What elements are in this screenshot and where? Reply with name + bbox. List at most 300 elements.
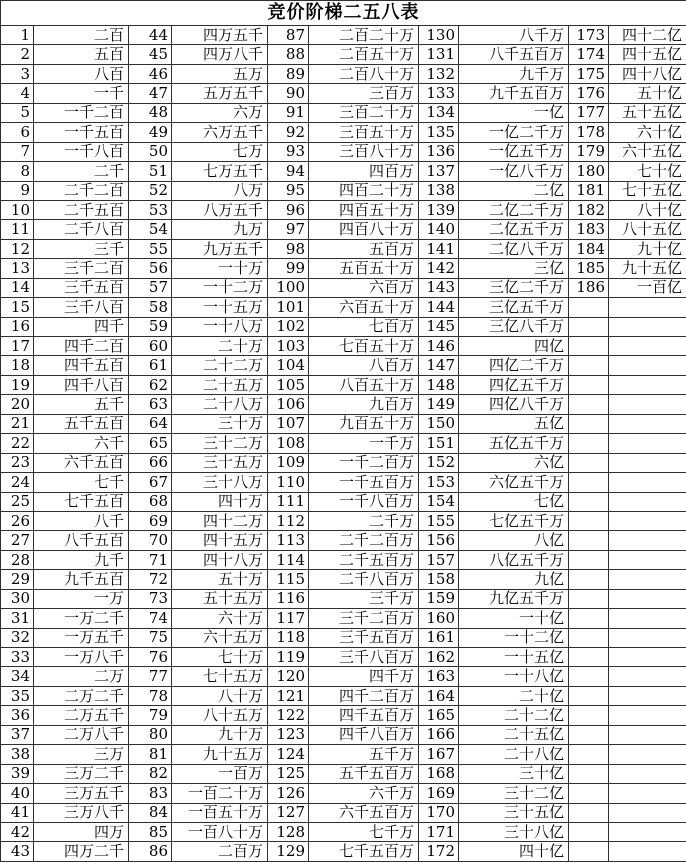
price-value-cell: 二千 [34, 162, 129, 181]
price-value-cell: 三千八百 [34, 298, 129, 317]
row-number-cell: 81 [129, 745, 172, 764]
row-number-cell: 47 [129, 84, 172, 103]
empty-value-cell [609, 609, 686, 628]
empty-number-cell [569, 356, 609, 375]
table-row [1, 142, 686, 161]
row-number-cell: 91 [268, 103, 309, 122]
row-number-cell: 68 [129, 492, 172, 511]
empty-value-cell [609, 337, 686, 356]
row-number-cell: 20 [1, 395, 34, 414]
table-row [1, 220, 686, 239]
row-number-cell: 29 [1, 570, 34, 589]
row-number-cell: 37 [1, 725, 34, 744]
price-value-cell: 五千 [34, 395, 129, 414]
row-number-cell: 160 [419, 609, 459, 628]
table-row [1, 434, 686, 453]
price-value-cell: 三亿 [459, 259, 569, 278]
row-number-cell: 151 [419, 434, 459, 453]
row-number-cell: 36 [1, 706, 34, 725]
empty-number-cell [569, 492, 609, 511]
table-row [1, 725, 686, 744]
row-number-cell: 11 [1, 220, 34, 239]
row-number-cell: 168 [419, 764, 459, 783]
row-number-cell: 23 [1, 453, 34, 472]
empty-value-cell [609, 414, 686, 433]
table-row [1, 45, 686, 64]
empty-value-cell [609, 317, 686, 336]
row-number-cell: 108 [268, 434, 309, 453]
price-value-cell: 八亿 [459, 531, 569, 550]
row-number-cell: 59 [129, 317, 172, 336]
row-number-cell: 89 [268, 64, 309, 83]
empty-value-cell [609, 842, 686, 862]
price-value-cell: 三十亿 [459, 764, 569, 783]
row-number-cell: 16 [1, 317, 34, 336]
row-number-cell: 4 [1, 84, 34, 103]
row-number-cell: 129 [268, 842, 309, 862]
price-value-cell: 八亿五千万 [459, 550, 569, 569]
row-number-cell: 183 [569, 220, 609, 239]
price-value-cell: 三亿八千万 [459, 317, 569, 336]
table-row [1, 84, 686, 103]
row-number-cell: 103 [268, 337, 309, 356]
price-value-cell: 三十五万 [172, 453, 268, 472]
row-number-cell: 70 [129, 531, 172, 550]
row-number-cell: 166 [419, 725, 459, 744]
row-number-cell: 3 [1, 64, 34, 83]
table-row [1, 511, 686, 530]
table-row [1, 356, 686, 375]
row-number-cell: 17 [1, 337, 34, 356]
row-number-cell: 180 [569, 162, 609, 181]
price-value-cell: 二十八万 [172, 395, 268, 414]
row-number-cell: 184 [569, 239, 609, 258]
row-number-cell: 26 [1, 511, 34, 530]
row-number-cell: 41 [1, 803, 34, 822]
price-value-cell: 一千五百万 [309, 473, 419, 492]
price-value-cell: 五亿 [459, 414, 569, 433]
row-number-cell: 6 [1, 123, 34, 142]
price-value-cell: 四百八十万 [309, 220, 419, 239]
price-value-cell: 九万五千 [172, 239, 268, 258]
row-number-cell: 32 [1, 628, 34, 647]
price-value-cell: 八千万 [459, 26, 569, 45]
row-number-cell: 62 [129, 375, 172, 394]
price-value-cell: 二万 [34, 667, 129, 686]
empty-value-cell [609, 473, 686, 492]
row-number-cell: 54 [129, 220, 172, 239]
row-number-cell: 171 [419, 822, 459, 841]
row-number-cell: 157 [419, 550, 459, 569]
row-number-cell: 156 [419, 531, 459, 550]
table-row [1, 531, 686, 550]
price-value-cell: 四千二百万 [309, 686, 419, 705]
row-number-cell: 177 [569, 103, 609, 122]
empty-number-cell [569, 706, 609, 725]
row-number-cell: 111 [268, 492, 309, 511]
price-value-cell: 六亿五千万 [459, 473, 569, 492]
price-value-cell: 二十五亿 [459, 725, 569, 744]
row-number-cell: 73 [129, 589, 172, 608]
row-number-cell: 143 [419, 278, 459, 297]
row-number-cell: 102 [268, 317, 309, 336]
price-value-cell: 九千万 [459, 64, 569, 83]
title-row [1, 1, 686, 26]
row-number-cell: 127 [268, 803, 309, 822]
row-number-cell: 42 [1, 822, 34, 841]
price-value-cell: 四千 [34, 317, 129, 336]
row-number-cell: 106 [268, 395, 309, 414]
row-number-cell: 165 [419, 706, 459, 725]
price-value-cell: 二千八百 [34, 220, 129, 239]
price-value-cell: 一千 [34, 84, 129, 103]
price-value-cell: 七千 [34, 473, 129, 492]
empty-value-cell [609, 822, 686, 841]
price-value-cell: 九亿 [459, 570, 569, 589]
price-value-cell: 四百五十万 [309, 200, 419, 219]
row-number-cell: 84 [129, 803, 172, 822]
price-value-cell: 二十万 [172, 337, 268, 356]
table-body [1, 1, 686, 862]
price-value-cell: 四十亿 [459, 842, 569, 862]
row-number-cell: 71 [129, 550, 172, 569]
price-value-cell: 一十万 [172, 259, 268, 278]
row-number-cell: 141 [419, 239, 459, 258]
row-number-cell: 88 [268, 45, 309, 64]
empty-value-cell [609, 706, 686, 725]
price-value-cell: 五十五万 [172, 589, 268, 608]
row-number-cell: 25 [1, 492, 34, 511]
price-value-cell: 二十八亿 [459, 745, 569, 764]
row-number-cell: 64 [129, 414, 172, 433]
price-value-cell: 三万八千 [34, 803, 129, 822]
table-row [1, 239, 686, 258]
price-value-cell: 八千五百 [34, 531, 129, 550]
row-number-cell: 87 [268, 26, 309, 45]
row-number-cell: 66 [129, 453, 172, 472]
price-value-cell: 一万八千 [34, 648, 129, 667]
row-number-cell: 170 [419, 803, 459, 822]
row-number-cell: 101 [268, 298, 309, 317]
price-value-cell: 一亿二千万 [459, 123, 569, 142]
price-value-cell: 六十万 [172, 609, 268, 628]
table-row [1, 64, 686, 83]
price-value-cell: 一百亿 [609, 278, 686, 297]
table-row [1, 259, 686, 278]
empty-number-cell [569, 395, 609, 414]
price-value-cell: 五万五千 [172, 84, 268, 103]
price-value-cell: 四十万 [172, 492, 268, 511]
price-value-cell: 二万二千 [34, 686, 129, 705]
price-value-cell: 二十亿 [459, 686, 569, 705]
price-value-cell: 五十亿 [609, 84, 686, 103]
empty-number-cell [569, 803, 609, 822]
row-number-cell: 123 [268, 725, 309, 744]
price-value-cell: 三十八万 [172, 473, 268, 492]
price-value-cell: 一万二千 [34, 609, 129, 628]
empty-number-cell [569, 609, 609, 628]
row-number-cell: 92 [268, 123, 309, 142]
price-value-cell: 二千二百万 [309, 531, 419, 550]
price-value-cell: 一十二亿 [459, 628, 569, 647]
price-value-cell: 二亿二千万 [459, 200, 569, 219]
price-value-cell: 六百万 [309, 278, 419, 297]
row-number-cell: 100 [268, 278, 309, 297]
row-number-cell: 27 [1, 531, 34, 550]
price-value-cell: 三亿五千万 [459, 298, 569, 317]
price-value-cell: 四千八百万 [309, 725, 419, 744]
price-value-cell: 九万 [172, 220, 268, 239]
price-value-cell: 二十二亿 [459, 706, 569, 725]
row-number-cell: 65 [129, 434, 172, 453]
price-value-cell: 二百万 [172, 842, 268, 862]
price-value-cell: 一千八百万 [309, 492, 419, 511]
row-number-cell: 134 [419, 103, 459, 122]
price-value-cell: 七百五十万 [309, 337, 419, 356]
price-value-cell: 三万二千 [34, 764, 129, 783]
row-number-cell: 150 [419, 414, 459, 433]
row-number-cell: 121 [268, 686, 309, 705]
row-number-cell: 48 [129, 103, 172, 122]
row-number-cell: 19 [1, 375, 34, 394]
price-value-cell: 三十万 [172, 414, 268, 433]
empty-value-cell [609, 570, 686, 589]
row-number-cell: 13 [1, 259, 34, 278]
price-value-cell: 一十五万 [172, 298, 268, 317]
row-number-cell: 12 [1, 239, 34, 258]
price-value-cell: 九百五十万 [309, 414, 419, 433]
empty-value-cell [609, 725, 686, 744]
row-number-cell: 2 [1, 45, 34, 64]
price-value-cell: 五百 [34, 45, 129, 64]
table-row [1, 686, 686, 705]
row-number-cell: 97 [268, 220, 309, 239]
row-number-cell: 86 [129, 842, 172, 862]
row-number-cell: 105 [268, 375, 309, 394]
table-row [1, 181, 686, 200]
table-row [1, 803, 686, 822]
price-value-cell: 一万五千 [34, 628, 129, 647]
price-value-cell: 三十五亿 [459, 803, 569, 822]
row-number-cell: 169 [419, 784, 459, 803]
price-value-cell: 四千万 [309, 667, 419, 686]
price-value-cell: 三百万 [309, 84, 419, 103]
row-number-cell: 61 [129, 356, 172, 375]
price-value-cell: 四十五亿 [609, 45, 686, 64]
row-number-cell: 146 [419, 337, 459, 356]
table-row [1, 162, 686, 181]
price-value-cell: 三十二亿 [459, 784, 569, 803]
empty-value-cell [609, 434, 686, 453]
empty-number-cell [569, 686, 609, 705]
row-number-cell: 99 [268, 259, 309, 278]
price-value-cell: 三百八十万 [309, 142, 419, 161]
empty-number-cell [569, 589, 609, 608]
row-number-cell: 18 [1, 356, 34, 375]
row-number-cell: 145 [419, 317, 459, 336]
table-row [1, 822, 686, 841]
row-number-cell: 132 [419, 64, 459, 83]
table-row [1, 278, 686, 297]
price-value-cell: 八百五十万 [309, 375, 419, 394]
price-value-cell: 六亿 [459, 453, 569, 472]
row-number-cell: 178 [569, 123, 609, 142]
row-number-cell: 137 [419, 162, 459, 181]
row-number-cell: 163 [419, 667, 459, 686]
row-number-cell: 104 [268, 356, 309, 375]
row-number-cell: 77 [129, 667, 172, 686]
row-number-cell: 79 [129, 706, 172, 725]
row-number-cell: 185 [569, 259, 609, 278]
price-value-cell: 三千万 [309, 589, 419, 608]
price-value-cell: 四亿五千万 [459, 375, 569, 394]
table-row [1, 667, 686, 686]
price-value-cell: 八万五千 [172, 200, 268, 219]
price-value-cell: 五千五百万 [309, 764, 419, 783]
row-number-cell: 93 [268, 142, 309, 161]
price-value-cell: 四千二百 [34, 337, 129, 356]
empty-value-cell [609, 531, 686, 550]
empty-value-cell [609, 803, 686, 822]
price-value-cell: 四亿二千万 [459, 356, 569, 375]
price-value-cell: 二万八千 [34, 725, 129, 744]
price-value-cell: 五亿五千万 [459, 434, 569, 453]
table-row [1, 706, 686, 725]
price-value-cell: 二百二十万 [309, 26, 419, 45]
price-value-cell: 一千二百 [34, 103, 129, 122]
price-value-cell: 一千万 [309, 434, 419, 453]
table-row [1, 26, 686, 45]
empty-number-cell [569, 667, 609, 686]
empty-number-cell [569, 414, 609, 433]
price-value-cell: 三千八百万 [309, 648, 419, 667]
price-value-cell: 四十八亿 [609, 64, 686, 83]
row-number-cell: 179 [569, 142, 609, 161]
price-value-cell: 三千五百万 [309, 628, 419, 647]
row-number-cell: 122 [268, 706, 309, 725]
price-value-cell: 六万 [172, 103, 268, 122]
price-value-cell: 七十亿 [609, 162, 686, 181]
table-row [1, 395, 686, 414]
row-number-cell: 5 [1, 103, 34, 122]
table-row [1, 492, 686, 511]
empty-number-cell [569, 725, 609, 744]
price-value-cell: 四十二万 [172, 511, 268, 530]
price-value-cell: 四亿 [459, 337, 569, 356]
price-value-cell: 三万 [34, 745, 129, 764]
empty-value-cell [609, 667, 686, 686]
price-value-cell: 二亿 [459, 181, 569, 200]
price-value-cell: 二十二万 [172, 356, 268, 375]
price-value-cell: 一千八百 [34, 142, 129, 161]
row-number-cell: 173 [569, 26, 609, 45]
row-number-cell: 126 [268, 784, 309, 803]
price-value-cell: 四亿八千万 [459, 395, 569, 414]
price-value-cell: 四百二十万 [309, 181, 419, 200]
row-number-cell: 112 [268, 511, 309, 530]
price-value-cell: 五百万 [309, 239, 419, 258]
empty-value-cell [609, 628, 686, 647]
empty-value-cell [609, 686, 686, 705]
price-value-cell: 二亿五千万 [459, 220, 569, 239]
row-number-cell: 172 [419, 842, 459, 862]
table-row [1, 317, 686, 336]
price-value-cell: 六千 [34, 434, 129, 453]
price-value-cell: 七十万 [172, 648, 268, 667]
row-number-cell: 21 [1, 414, 34, 433]
table-row [1, 473, 686, 492]
price-value-cell: 七千万 [309, 822, 419, 841]
price-value-cell: 八万 [172, 181, 268, 200]
empty-value-cell [609, 298, 686, 317]
empty-number-cell [569, 511, 609, 530]
table-row [1, 609, 686, 628]
price-value-cell: 三百五十万 [309, 123, 419, 142]
row-number-cell: 186 [569, 278, 609, 297]
row-number-cell: 124 [268, 745, 309, 764]
row-number-cell: 109 [268, 453, 309, 472]
table-row [1, 764, 686, 783]
price-value-cell: 八百 [34, 64, 129, 83]
price-value-cell: 三千二百 [34, 259, 129, 278]
row-number-cell: 152 [419, 453, 459, 472]
price-value-cell: 一百万 [172, 764, 268, 783]
row-number-cell: 80 [129, 725, 172, 744]
price-value-cell: 一十八万 [172, 317, 268, 336]
table-row [1, 200, 686, 219]
price-value-cell: 六十五万 [172, 628, 268, 647]
row-number-cell: 174 [569, 45, 609, 64]
row-number-cell: 133 [419, 84, 459, 103]
empty-number-cell [569, 550, 609, 569]
empty-number-cell [569, 531, 609, 550]
price-value-cell: 四千八百 [34, 375, 129, 394]
price-value-cell: 三千五百 [34, 278, 129, 297]
price-value-cell: 九十亿 [609, 239, 686, 258]
price-value-cell: 五万 [172, 64, 268, 83]
row-number-cell: 130 [419, 26, 459, 45]
empty-value-cell [609, 395, 686, 414]
row-number-cell: 83 [129, 784, 172, 803]
price-value-cell: 七亿 [459, 492, 569, 511]
price-value-cell: 二百八十万 [309, 64, 419, 83]
price-value-cell: 三百二十万 [309, 103, 419, 122]
price-value-cell: 二千二百 [34, 181, 129, 200]
row-number-cell: 161 [419, 628, 459, 647]
price-value-cell: 七十五亿 [609, 181, 686, 200]
row-number-cell: 34 [1, 667, 34, 686]
price-value-cell: 九亿五千万 [459, 589, 569, 608]
empty-number-cell [569, 375, 609, 394]
row-number-cell: 76 [129, 648, 172, 667]
price-value-cell: 二千五百 [34, 200, 129, 219]
price-value-cell: 九千五百万 [459, 84, 569, 103]
price-value-cell: 九千五百 [34, 570, 129, 589]
row-number-cell: 144 [419, 298, 459, 317]
price-value-cell: 九十五亿 [609, 259, 686, 278]
price-value-cell: 一亿五千万 [459, 142, 569, 161]
row-number-cell: 31 [1, 609, 34, 628]
table-row [1, 570, 686, 589]
price-value-cell: 一万 [34, 589, 129, 608]
price-value-cell: 一十二万 [172, 278, 268, 297]
row-number-cell: 148 [419, 375, 459, 394]
price-value-cell: 六百五十万 [309, 298, 419, 317]
empty-number-cell [569, 764, 609, 783]
row-number-cell: 107 [268, 414, 309, 433]
row-number-cell: 63 [129, 395, 172, 414]
row-number-cell: 67 [129, 473, 172, 492]
